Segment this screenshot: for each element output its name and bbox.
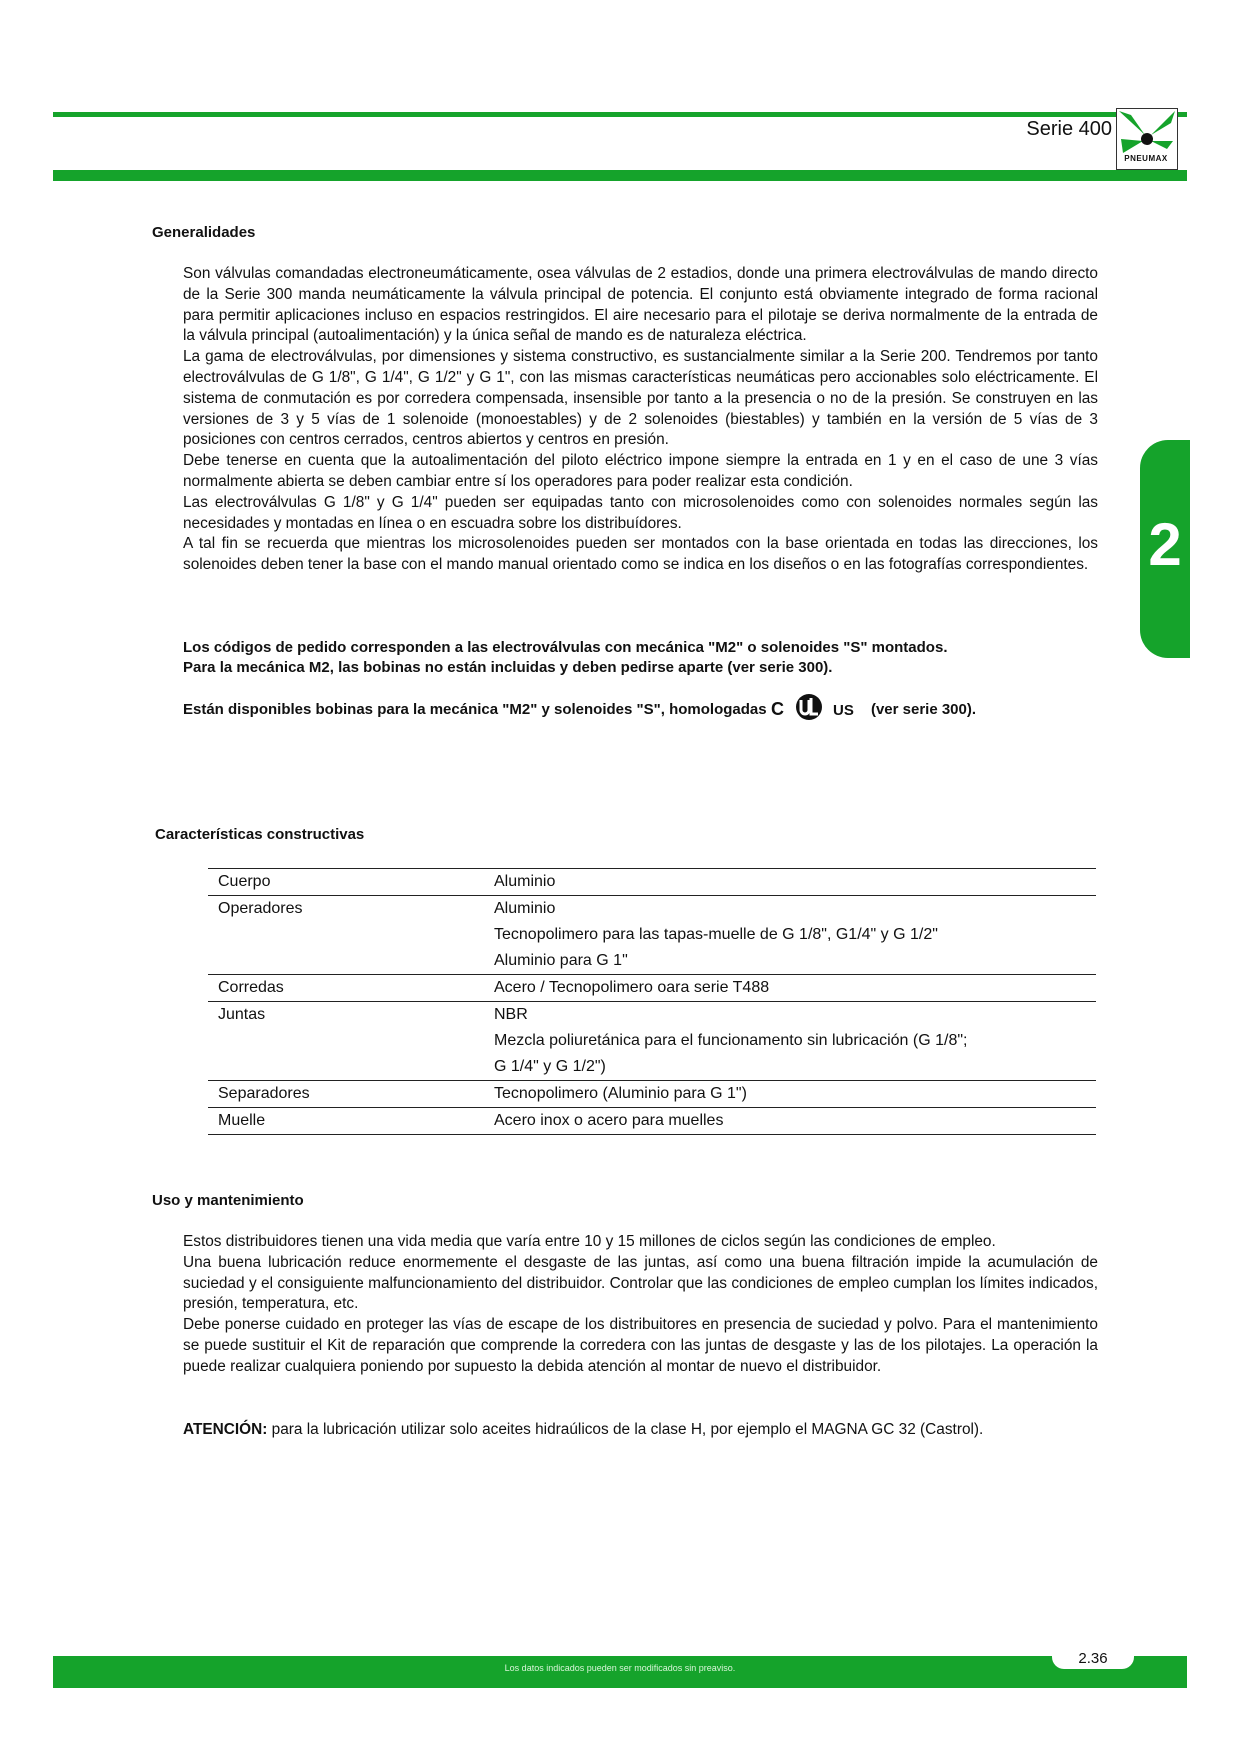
- generalidades-paragraph: La gama de electroválvulas, por dimensiones y sistema constructivo, es sustancialmente similar a la Serie 200. Tendremos por tanto electroválvulas de G 1/8", G 1/4", G 1/2" y G 1", con las mismas características neumáticas pero accionables solo eléctricamente. El sistema de conmutación es por corredera compensada, insensible por tanto a la presencia o no de la presión. Se construyen en las versiones de 3 y 5 vías de 1 solenoide (monoestables) y de 2 solenoides (biestables) y también en la versión de 5 vías de 3 posiciones con centros cerrados, centros abiertos y centros en presión.: [183, 348, 1098, 449]
- spec-label: Separadores: [208, 1081, 494, 1108]
- heading-uso: Uso y mantenimiento: [152, 1192, 304, 1209]
- page-number: 2.36: [1052, 1649, 1134, 1669]
- spec-value: Aluminio: [494, 896, 1096, 923]
- generalidades-paragraph: Las electroválvulas G 1/8" y G 1/4" pueden ser equipadas tanto con microsolenoides como con solenoides normales según las necesidades y montadas en línea o en escuadra sobre los distribuídores.: [183, 493, 1098, 532]
- uso-text: [183, 1232, 1098, 1378]
- spec-label: [208, 1054, 494, 1081]
- spec-value: G 1/4" y G 1/2"): [494, 1058, 606, 1075]
- uso-paragraph: Debe ponerse cuidado en proteger las vías de escape de los distribuitores en presencia de suciedad y polvo. Para el mantenimiento se puede sustituir el Kit de reparación que comprende la corredera con las juntas de desgaste y las de los pilotajes. La operación la puede realizar cualquiera poniendo por supuesto la debida atención al montar de nuevo el distribuidor.: [183, 1316, 1098, 1375]
- spec-row: [208, 922, 1096, 948]
- spec-row: [208, 1054, 1096, 1081]
- certification-note: [183, 696, 976, 724]
- order-codes-note: Los códigos de pedido corresponden a las electroválvulas con mecánica "M2" o solenoides "S" montados.: [183, 639, 948, 656]
- atencion-label: ATENCIÓN:: [183, 1421, 268, 1438]
- logo-text: PNEUMAX: [1124, 154, 1168, 163]
- spec-row: [208, 1108, 1096, 1135]
- spec-value: Acero inox o acero para muelles: [494, 1108, 1096, 1135]
- spec-value: Aluminio para G 1": [494, 952, 628, 969]
- spec-row: [208, 1081, 1096, 1108]
- certification-text: Están disponibles bobinas para la mecánica "M2" y solenoides "S", homologadas: [183, 700, 767, 718]
- specs-table: [208, 868, 1096, 1135]
- generalidades-paragraph: A tal fin se recuerda que mientras los microsolenoides pueden ser montados con la base orientada en todas las direcciones, los solenoides deben tener la base con el mando manual orientado como se indica en los diseños o en las fotografías correspondientes.: [183, 535, 1098, 574]
- generalidades-paragraph: Debe tenerse en cuenta que la autoalimentación del piloto eléctrico impone siempre la entrada en 1 y en el caso de une 3 vías normalmente abierta se deben cambiar entre sí los operadores para poder realizar esta condición.: [183, 452, 1098, 490]
- spec-label: Cuerpo: [208, 869, 494, 896]
- uso-paragraph: Estos distribuidores tienen una vida media que varía entre 10 y 15 millones de ciclos según las condiciones de empleo.: [183, 1233, 996, 1250]
- spec-label: [208, 948, 494, 975]
- spec-label: Corredas: [208, 975, 494, 1002]
- chapter-number: 2: [1148, 511, 1182, 578]
- spec-value: NBR: [494, 1002, 1096, 1029]
- spec-label: [208, 1028, 494, 1054]
- spec-value: Aluminio: [494, 869, 1096, 896]
- ul-certification-mark: [771, 693, 867, 721]
- uso-paragraph: Una buena lubricación reduce enormemente el desgaste de las juntas, así como una buena filtración impide la acumulación de suciedad y el consiguiente malfuncionamiento del distribuidor. Controlar que las condiciones de empleo cumplan los límites indicados, presión, temperatura, etc.: [183, 1253, 1098, 1313]
- spec-label: Operadores: [208, 896, 494, 923]
- header-top-rule: [53, 112, 1187, 117]
- generalidades-text: [183, 264, 1098, 576]
- atencion-note: [183, 1420, 1098, 1441]
- spec-row: [208, 1002, 1096, 1029]
- cul-c-letter: C: [770, 699, 784, 719]
- atencion-text: para la lubricación utilizar solo aceites hidraúlicos de la clase H, por ejemplo el MAGNA GC 32 (Castrol).: [267, 1421, 984, 1438]
- series-title: Serie 400: [1026, 118, 1112, 140]
- spec-row: [208, 896, 1096, 923]
- spec-value: Mezcla poliuretánica para el funcionamento sin lubricación (G 1/8";: [494, 1032, 968, 1049]
- spec-row: [208, 948, 1096, 975]
- spec-row: [208, 869, 1096, 896]
- spec-label: [208, 922, 494, 948]
- spec-value: Acero / Tecnopolimero oara serie T488: [494, 975, 1096, 1002]
- spec-label: Juntas: [208, 1002, 494, 1029]
- footer-disclaimer: Los datos indicados pueden ser modificados sin preaviso.: [504, 1663, 736, 1673]
- header-bottom-rule: [53, 170, 1187, 181]
- spec-value: Tecnopolimero (Aluminio para G 1"): [494, 1081, 1096, 1108]
- footer-bar: [53, 1656, 1187, 1688]
- chapter-tab: [1140, 440, 1190, 658]
- spec-row: [208, 975, 1096, 1002]
- spec-label: Muelle: [208, 1108, 494, 1135]
- spec-row: [208, 1028, 1096, 1054]
- heading-caracteristicas: Características constructivas: [155, 826, 365, 843]
- certification-text-end: (ver serie 300).: [870, 700, 977, 718]
- coils-note: Para la mecánica M2, las bobinas no están incluidas y deben pedirse aparte (ver serie 300).: [183, 659, 833, 676]
- generalidades-paragraph: Son válvulas comandadas electroneumáticamente, osea válvulas de 2 estadios, donde una primera electroválvulas de mando directo de la Serie 300 manda neumáticamente la válvula principal de potencia. El conjunto está obviamente integrado de forma racional para permitir aplicaciones incluso en espacios restringidos. El aire necesario para el pilotaje se deriva normalmente de la entrada de la válvula principal (autoalimentación) y la única señal de mando es de naturaleza eléctrica.: [183, 265, 1098, 345]
- heading-generalidades: Generalidades: [152, 224, 256, 241]
- spec-value: Tecnopolimero para las tapas-muelle de G 1/8", G1/4" y G 1/2": [494, 926, 938, 943]
- cul-us-letters: US: [832, 702, 854, 719]
